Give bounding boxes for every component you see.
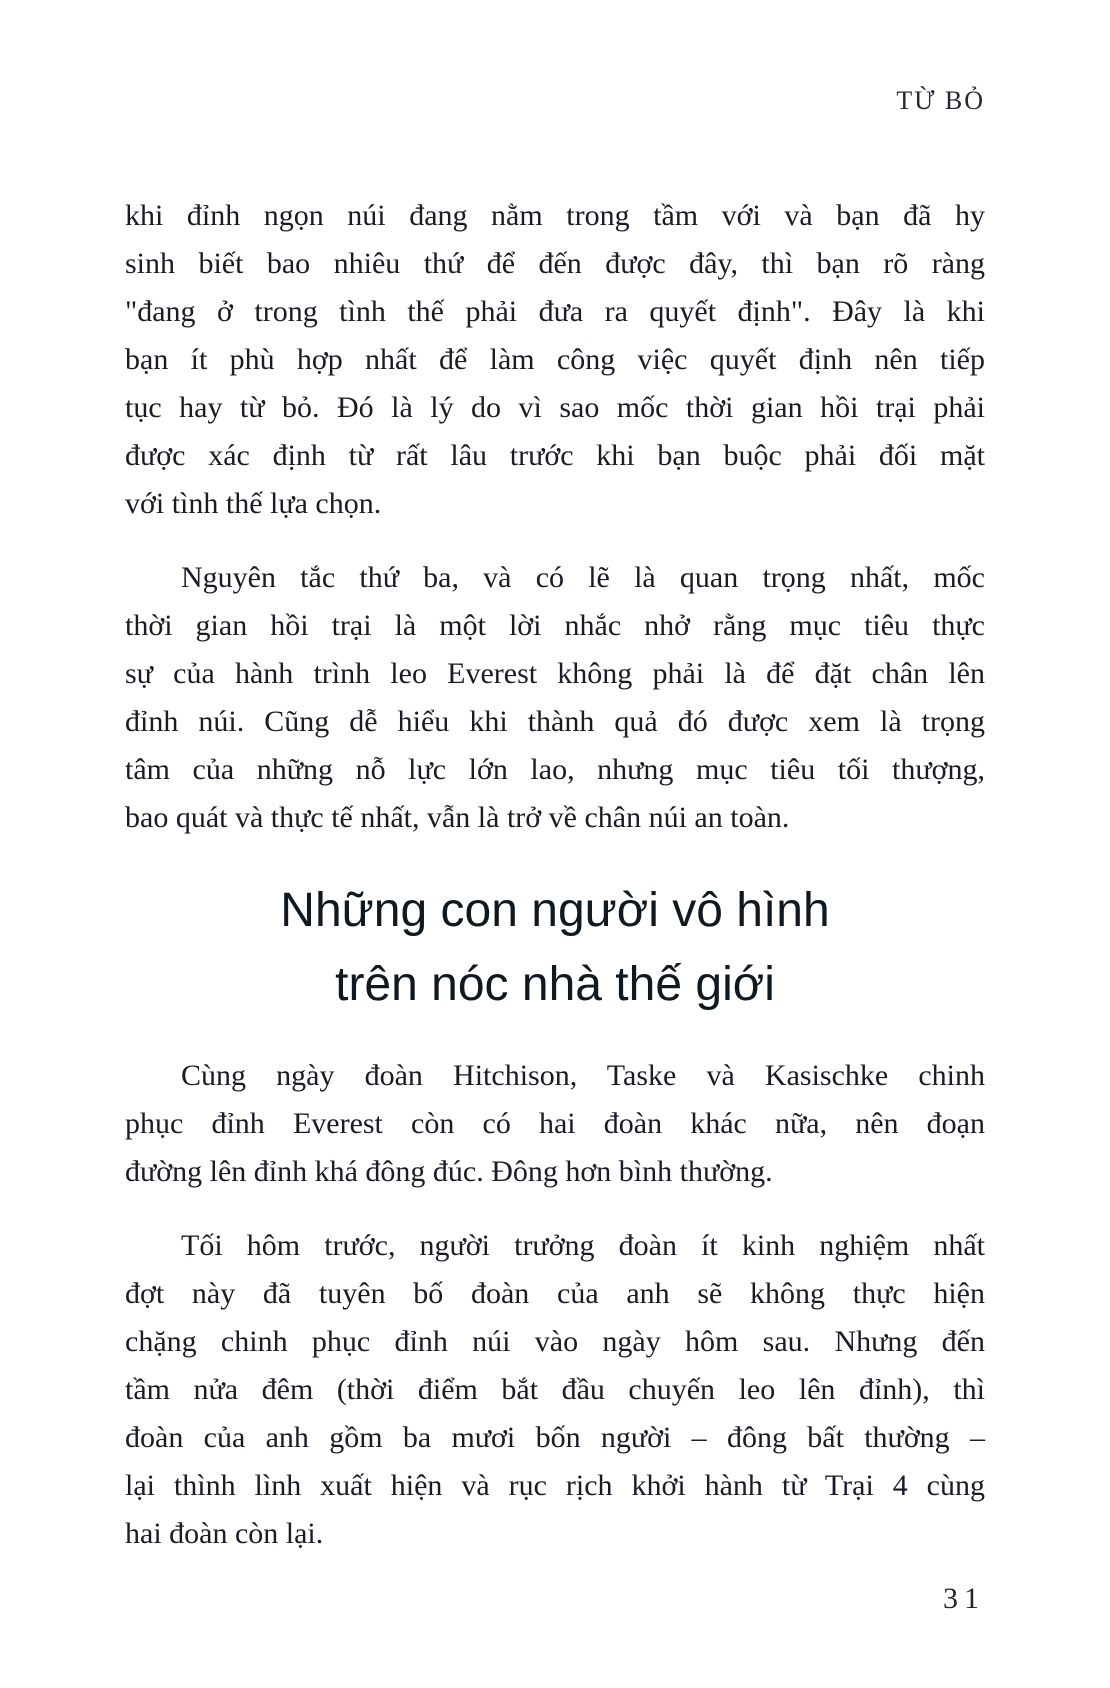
- paragraph: [125, 192, 985, 528]
- paragraph-line: sự của hành trình leo Everest không phải là để đặt chân lên: [125, 657, 985, 690]
- paragraph-line: bạn ít phù hợp nhất để làm công việc quyết định nên tiếp: [125, 343, 985, 376]
- paragraph-line: tầm nửa đêm (thời điểm bắt đầu chuyến leo lên đỉnh), thì: [125, 1373, 985, 1406]
- paragraph-line: được xác định từ rất lâu trước khi bạn buộc phải đối mặt: [125, 439, 985, 472]
- paragraph-line: bao quát và thực tế nhất, vẫn là trở về chân núi an toàn.: [125, 801, 790, 834]
- paragraph: [125, 1222, 985, 1558]
- paragraph-line: khi đỉnh ngọn núi đang nằm trong tầm với và bạn đã hy: [125, 199, 985, 232]
- paragraph-line: thời gian hồi trại là một lời nhắc nhở rằng mục tiêu thực: [125, 609, 985, 642]
- paragraph-line: phục đỉnh Everest còn có hai đoàn khác nữa, nên đoạn: [125, 1107, 985, 1140]
- paragraph-line: Cùng ngày đoàn Hitchison, Taske và Kasischke chinh: [181, 1059, 985, 1092]
- paragraph-line: tục hay từ bỏ. Đó là lý do vì sao mốc thời gian hồi trại phải: [125, 391, 985, 424]
- paragraph-line: hai đoàn còn lại.: [125, 1517, 324, 1550]
- paragraph-line: sinh biết bao nhiêu thứ để đến được đây, thì bạn rõ ràng: [125, 247, 985, 280]
- paragraph: [125, 1052, 985, 1196]
- section-heading-line: Những con người vô hình: [280, 884, 830, 937]
- section-heading-line: trên nóc nhà thế giới: [335, 958, 775, 1011]
- paragraph-line: với tình thế lựa chọn.: [125, 487, 382, 520]
- running-header: TỪ BỎ: [896, 86, 985, 115]
- paragraph-line: Tối hôm trước, người trưởng đoàn ít kinh nghiệm nhất: [181, 1229, 985, 1262]
- book-page: [125, 0, 985, 1558]
- paragraph-line: đợt này đã tuyên bố đoàn của anh sẽ không thực hiện: [125, 1277, 985, 1310]
- paragraph-line: tâm của những nỗ lực lớn lao, nhưng mục tiêu tối thượng,: [125, 753, 985, 786]
- paragraph-line: "đang ở trong tình thế phải đưa ra quyết định". Đây là khi: [125, 295, 985, 328]
- paragraph-line: chặng chinh phục đỉnh núi vào ngày hôm sau. Nhưng đến: [125, 1325, 985, 1358]
- paragraph-line: lại thình lình xuất hiện và rục rịch khởi hành từ Trại 4 cùng: [125, 1469, 985, 1502]
- paragraph-line: đường lên đỉnh khá đông đúc. Đông hơn bình thường.: [125, 1155, 773, 1188]
- paragraph-line: Nguyên tắc thứ ba, và có lẽ là quan trọng nhất, mốc: [181, 561, 985, 594]
- page-body-text: [125, 192, 985, 1558]
- paragraph: [125, 554, 985, 842]
- page-number: 31: [943, 1582, 985, 1615]
- section-heading: [125, 874, 985, 1022]
- paragraph-line: đỉnh núi. Cũng dễ hiểu khi thành quả đó được xem là trọng: [125, 705, 985, 738]
- paragraph-line: đoàn của anh gồm ba mươi bốn người – đông bất thường –: [125, 1421, 985, 1454]
